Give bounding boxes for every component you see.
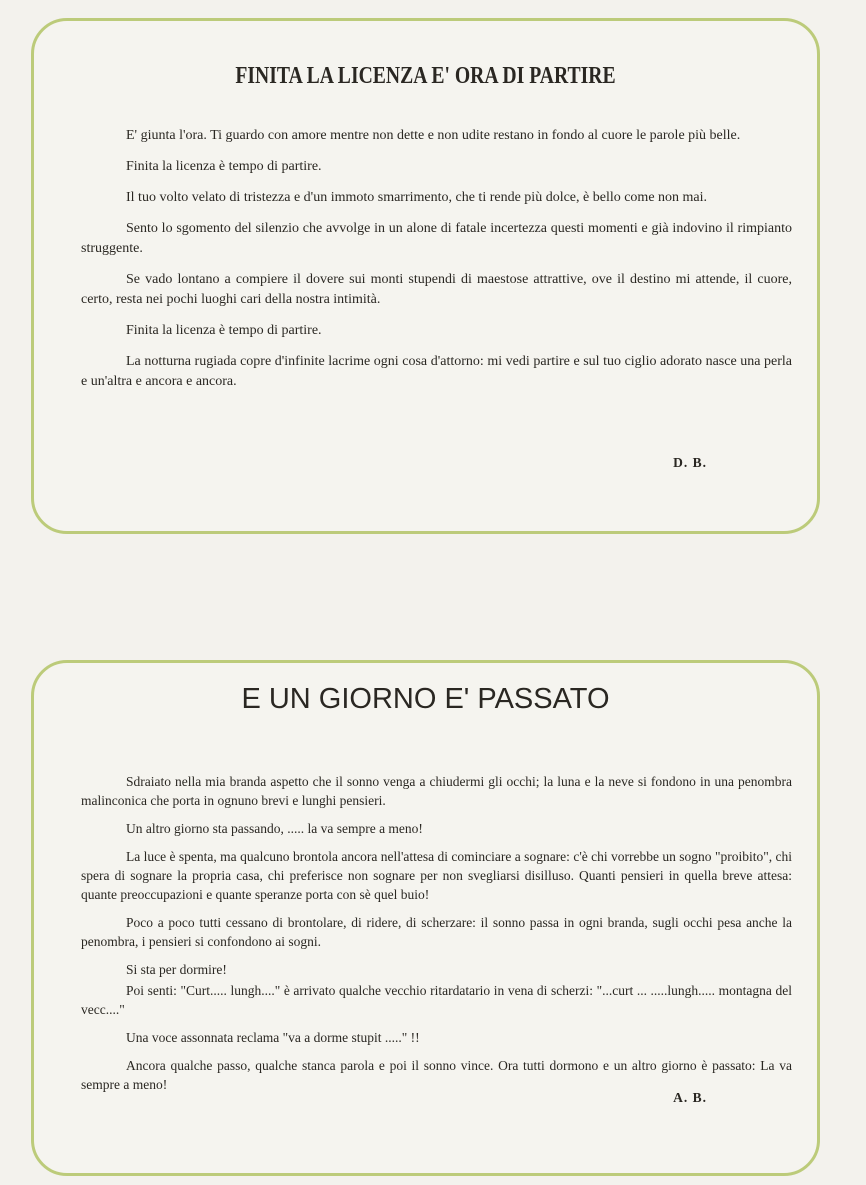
article-2-paragraph: Ancora qualche passo, qualche stanca parola e poi il sonno vince. Ora tutti dormono e un altro giorno è passato: La va sempre a meno! <box>81 1058 792 1092</box>
article-frame-1 <box>31 18 820 534</box>
article-2-paragraph: La luce è spenta, ma qualcuno brontola ancora nell'attesa di cominciare a sognare: c'è chi vorrebbe un sogno "proibito", chi spera di sognare la propria casa, chi preferisce non sognare per non svegliarsi disilluso. Quanti pensieri in quella breve attesa: quante preoccupazioni e quante speranze porta con sè quel buio! <box>81 849 792 902</box>
article-1-paragraph: La notturna rugiada copre d'infinite lacrime ogni cosa d'attorno: mi vedi partire e sul tuo ciglio adorato nasce una perla e un'altra e ancora e ancora. <box>81 354 792 389</box>
article-2-paragraph: Una voce assonnata reclama "va a dorme stupit ....." !! <box>126 1030 420 1045</box>
article-1-paragraph: Finita la licenza è tempo di partire. <box>126 159 322 174</box>
article-2-paragraph: Si sta per dormire! <box>126 962 227 977</box>
article-2-signature: A. B. <box>673 1090 707 1105</box>
article-1-body <box>81 126 792 403</box>
article-2-paragraph: Sdraiato nella mia branda aspetto che il sonno venga a chiudermi gli occhi; la luna e la neve si fondono in una penombra malinconica che porta in ognuno brevi e lunghi pensieri. <box>81 774 792 808</box>
article-2-body <box>81 772 792 1103</box>
article-1-title: FINITA LA LICENZA E' ORA DI PARTIRE <box>235 63 616 89</box>
article-1-paragraph: E' giunta l'ora. Ti guardo con amore mentre non dette e non udite restano in fondo al cuore le parole più belle. <box>126 128 741 143</box>
article-1-paragraph: Se vado lontano a compiere il dovere sui monti stupendi di maestose attrattive, ove il destino mi attende, il cuore, certo, resta nei pochi luoghi cari della nostra intimità. <box>81 272 792 307</box>
article-1-paragraph: Sento lo sgomento del silenzio che avvolge in un alone di fatale incertezza questi momenti e già indovino il rimpianto struggente. <box>81 221 792 256</box>
article-1-signature: D. B. <box>673 455 707 470</box>
article-1-paragraph: Finita la licenza è tempo di partire. <box>126 323 322 338</box>
article-2-paragraph: Poco a poco tutti cessano di brontolare, di ridere, di scherzare: il sonno passa in ogni branda, sugli occhi pesa anche la penombra, i pensieri si confondono ai sogni. <box>81 915 792 949</box>
article-1-paragraph: Il tuo volto velato di tristezza e d'un immoto smarrimento, che ti rende più dolce, è bello come non mai. <box>126 190 708 205</box>
article-frame-2 <box>31 660 820 1176</box>
article-2-paragraph: Poi senti: "Curt..... lungh...." è arrivato qualche vecchio ritardatario in vena di scherzi: "...curt ... .....lungh..... montagna del vecc...." <box>81 983 792 1017</box>
article-2-title: E UN GIORNO E' PASSATO <box>241 683 610 715</box>
article-2-paragraph: Un altro giorno sta passando, ..... la va sempre a meno! <box>126 821 423 836</box>
